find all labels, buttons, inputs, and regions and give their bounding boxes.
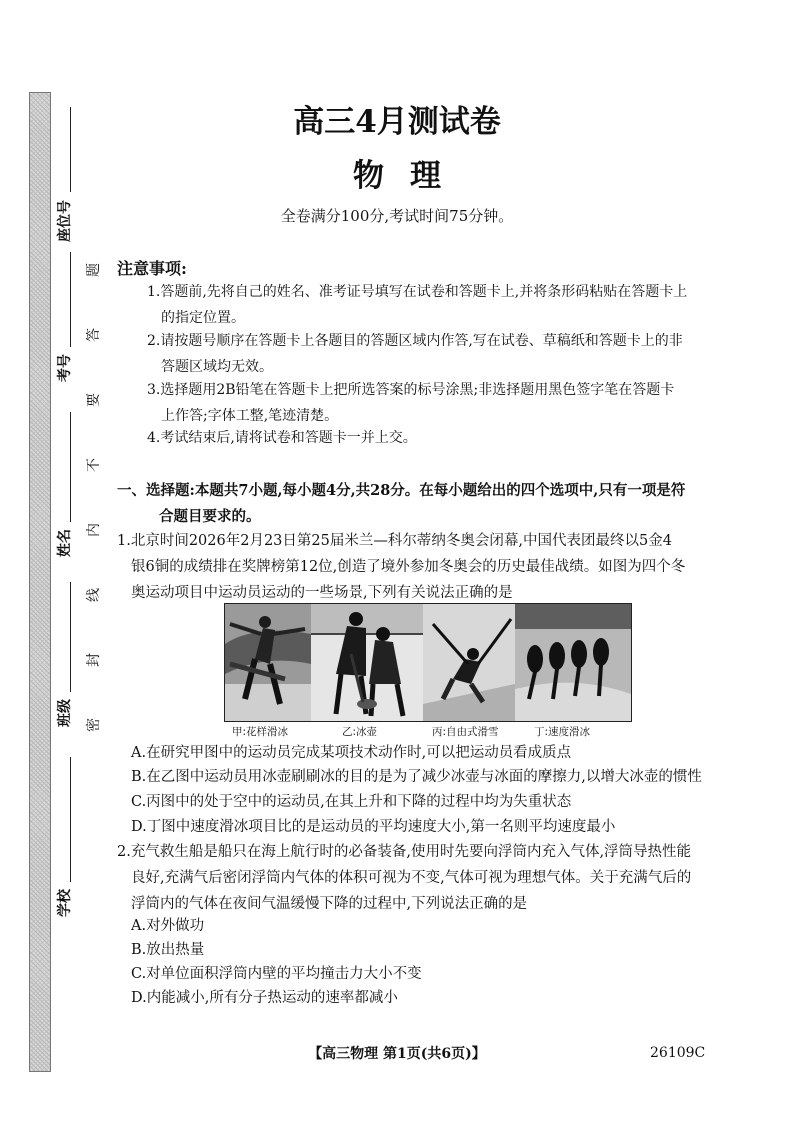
student-info-area [50,82,102,1082]
notice-item [147,425,737,451]
seal-char: 不 [86,458,102,472]
binding-strip [29,92,51,1072]
name-blank [70,412,71,522]
section-heading-line: 一、选择题:本题共7小题,每小题4分,共28分。在每小题给出的四个选项中,只有一项是符 [117,482,686,499]
freestyle-skiing-photo [423,604,515,721]
notice-line: 的指定位置。 [161,310,245,326]
winter-sports-figure [224,603,632,722]
figure-skating-photo [225,604,311,721]
seal-char: 答 [86,328,102,342]
subject-title: 物理 [353,158,467,194]
caption-jia: 甲:花样滑冰 [232,726,289,738]
label-name: 姓名 [57,529,73,557]
q1-option-a: A.在研究甲图中的运动员完成某项技术动作时,可以把运动员看成质点 [131,745,572,761]
score-time-note: 全卷满分100分,考试时间75分钟。 [280,207,514,225]
exam-no-blank [70,252,71,347]
label-school: 学校 [57,889,73,917]
question-2-stem [117,839,747,917]
section-heading [117,478,747,530]
exam-title: 高三4月测试卷 [293,104,501,140]
question-line: 2.充气救生船是船只在海上航行时的必备装备,使用时先要向浮筒内充入气体,浮筒导热性能 [117,844,692,860]
seal-char: 内 [86,523,102,537]
caption-ding: 丁:速度滑冰 [534,726,591,738]
notice-line: 4.考试结束后,请将试卷和答题卡一并上交。 [147,430,417,446]
question-line: 银6铜的成绩排在奖牌榜第12位,创造了境外参加冬奥会的历史最佳战绩。如图为四个冬 [131,559,686,575]
paper-code: 26109C [650,1045,706,1061]
q1-option-c: C.丙图中的处于空中的运动员,在其上升和下降的过程中均为失重状态 [131,794,572,810]
seal-char: 密 [86,718,102,732]
label-class: 班级 [57,699,73,727]
question-1-stem [117,528,747,606]
q2-option-b: B.放出热量 [131,942,205,958]
question-line: 1.北京时间2026年2月23日第25届米兰—科尔蒂纳冬奥会闭幕,中国代表团最终以5金4 [117,533,672,549]
q2-option-d: D.内能减小,所有分子热运动的速率都减小 [131,990,398,1006]
notice-item [147,377,737,429]
q2-option-c: C.对单位面积浮筒内壁的平均撞击力大小不变 [131,966,422,982]
label-exam-no: 考号 [57,354,73,382]
notice-heading: 注意事项: [117,259,187,278]
caption-yi: 乙:冰壶 [342,726,378,738]
page-footer: 【高三物理 第1页(共6页)】 [308,1046,486,1062]
speed-skating-photo [515,604,631,721]
school-blank [70,757,71,882]
seal-char: 封 [86,653,102,667]
notice-line: 3.选择题用2B铅笔在答题卡上把所选答案的标号涂黑;非选择题用黑色签字笔在答题卡 [147,382,675,398]
notice-line: 答题区域均无效。 [161,359,273,375]
figure-captions [224,722,630,740]
seal-char: 线 [86,588,102,602]
curling-photo [311,604,423,721]
class-blank [70,582,71,692]
seal-char: 要 [86,393,102,407]
question-line: 良好,充满气后密闭浮筒内气体的体积可视为不变,气体可视为理想气体。关于充满气后的 [131,870,692,886]
notice-line: 1.答题前,先将自己的姓名、准考证号填写在试卷和答题卡上,并将条形码粘贴在答题卡上 [147,284,688,300]
label-seat-no: 座位号 [57,200,73,242]
q1-option-b: B.在乙图中运动员用冰壶刷刷冰的目的是为了减少冰壶与冰面的摩擦力,以增大冰壶的惯性 [131,769,702,785]
q1-option-d: D.丁图中速度滑冰项目比的是运动员的平均速度大小,第一名则平均速度最小 [131,819,616,835]
notice-line: 2.请按题号顺序在答题卡上各题目的答题区域内作答,写在试卷、草稿纸和答题卡上的非 [147,333,683,349]
section-heading-line: 合题目要求的。 [159,508,261,525]
q2-option-a: A.对外做功 [131,918,205,934]
caption-bing: 丙:自由式滑雪 [432,726,499,738]
notice-item [147,279,737,331]
question-line: 奥运动项目中运动员运动的一些场景,下列有关说法正确的是 [131,585,513,601]
seal-char: 题 [86,263,102,277]
notice-item [147,328,737,380]
question-line: 浮筒内的气体在夜间气温缓慢下降的过程中,下列说法正确的是 [131,896,528,912]
notice-line: 上作答;字体工整,笔迹清楚。 [161,408,339,424]
